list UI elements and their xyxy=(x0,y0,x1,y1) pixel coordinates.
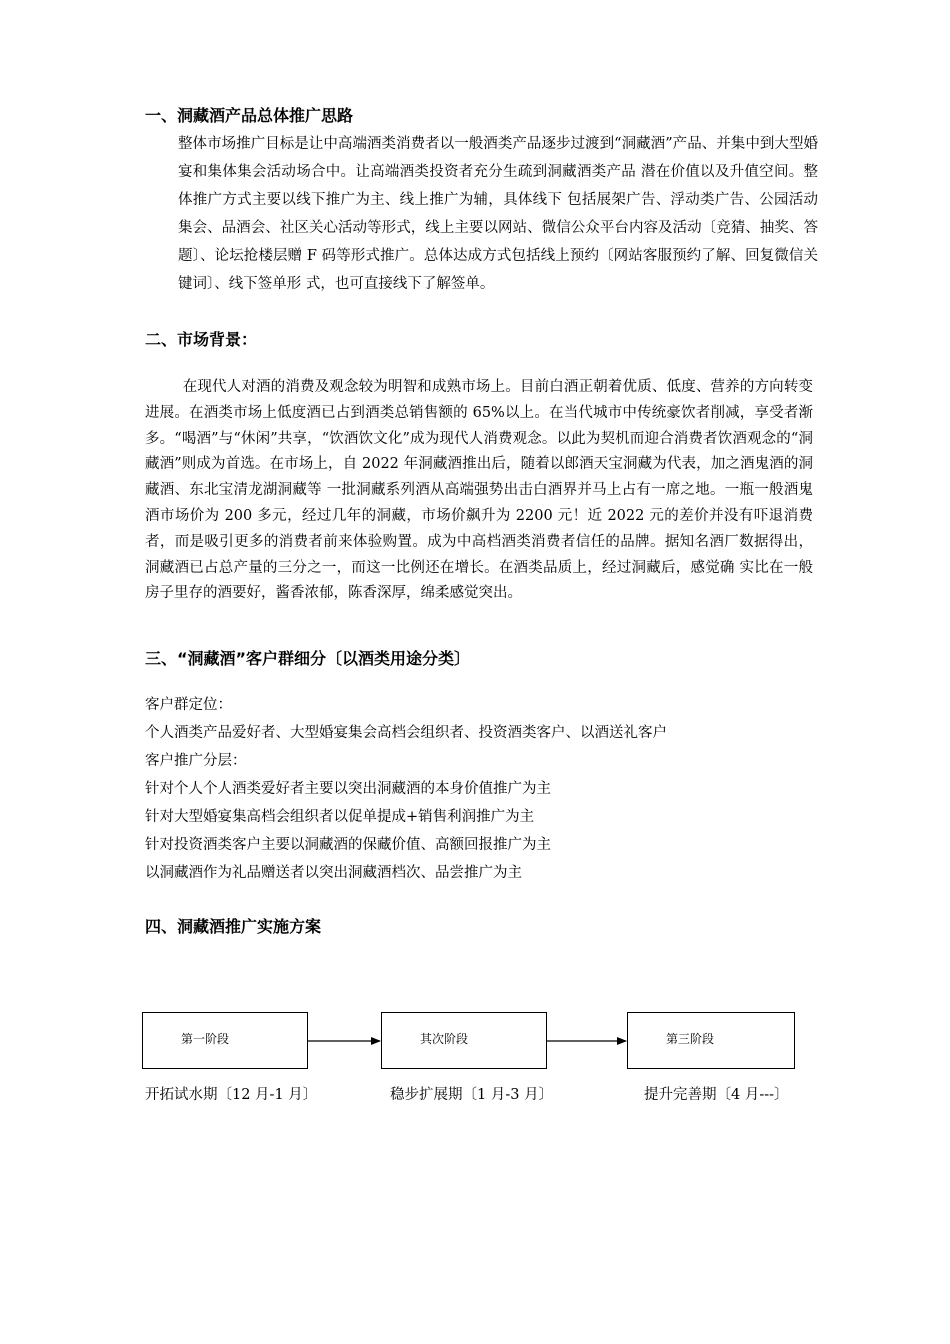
stage-caption-2: 稳步扩展期〔1 月-3 月〕 xyxy=(390,1087,554,1103)
stage-caption-1: 开拓试水期〔12 月-1 月〕 xyxy=(145,1087,318,1103)
customer-tiers-label: 客户推广分层： xyxy=(145,753,247,769)
stage-label-3: 第三阶段 xyxy=(666,1032,715,1046)
section1-body: 整体市场推广目标是让中高端酒类消费者以一般酒类产品逐步过渡到“洞藏酒”产品、并集中到大型婚宴和集体集会活动场合中。让高端酒类投资者充分生疏到洞藏酒类产品 潜在价值以及升值空间。整体推广方式主要以线下推广为主、线上推广为辅，具体线下 包括展架广告、浮动类广告、公园活动集会、品酒会、社区关心活动等形式，线上主要以网站、微信公众平台内容及活动〔竞猜、抽奖、答题〕、论坛抢楼层赠 F 码等形式推广。总体达成方式包括线上预约〔网站客服预约了解、回复微信关键词〕、线下签单形 式，也可直接线下了解签单。 xyxy=(178,136,818,292)
section1-heading: 一、洞藏酒产品总体推广思路 xyxy=(145,106,354,125)
list-item: 针对投资酒类客户主要以洞藏酒的保藏价值、高额回报推广为主 xyxy=(145,837,551,853)
stage-label-1: 第一阶段 xyxy=(181,1032,230,1046)
stage-caption-3: 提升完善期〔4 月---〕 xyxy=(644,1087,789,1103)
section3-heading: 三、“洞藏酒”客户群细分〔以酒类用途分类〕 xyxy=(145,649,471,668)
list-item: 针对大型婚宴集高档会组织者以促单提成+销售利润推广为主 xyxy=(145,809,535,825)
list-item: 针对个人个人酒类爱好者主要以突出洞藏酒的本身价值推广为主 xyxy=(145,781,551,797)
customer-positioning-label: 客户群定位： xyxy=(145,697,232,713)
section2-body: 在现代人对酒的消费及观念较为明智和成熟市场上。目前白酒正朝着优质、低度、营养的方向转变进展。在酒类市场上低度酒已占到酒类总销售额的 65%以上。在当代城市中传统豪饮者削减，享受者渐多。“喝酒”与“休闲”共享，“饮酒饮文化”成为现代人消费观念。以此为契机而迎合消费者饮酒观念的“洞藏酒”则成为首选。在市场上，自 2022 年洞藏酒推出后，随着以郎酒天宝洞藏为代表，加之酒鬼酒的洞藏酒、东北宝清龙湖洞藏等 一批洞藏系列酒从高端强势出击白酒界并马上占有一席之地。一瓶一般酒鬼酒市场价为 200 多元，经过几年的洞藏，市场价飙升为 2200 元！近 2022 元的差价并没有吓退消费者，而是吸引更多的消费者前来体验购置。成为中高档酒类消费者信任的品牌。据知名酒厂数据得出， 洞藏酒已占总产量的三分之一，而这一比例还在增长。在酒类品质上，经过洞藏后，感觉确 实比在一般房子里存的酒要好，酱香浓郁，陈香深厚，绵柔感觉突出。 xyxy=(145,379,813,602)
section2-heading: 二、市场背景： xyxy=(145,330,258,349)
section4-heading: 四、洞藏酒推广实施方案 xyxy=(145,917,322,936)
list-item: 以洞藏酒作为礼品赠送者以突出洞藏酒档次、品尝推广为主 xyxy=(145,865,522,881)
stage-label-2: 其次阶段 xyxy=(420,1032,469,1046)
customer-positioning-text: 个人酒类产品爱好者、大型婚宴集会高档会组织者、投资酒类客户、以酒送礼客户 xyxy=(145,725,667,741)
